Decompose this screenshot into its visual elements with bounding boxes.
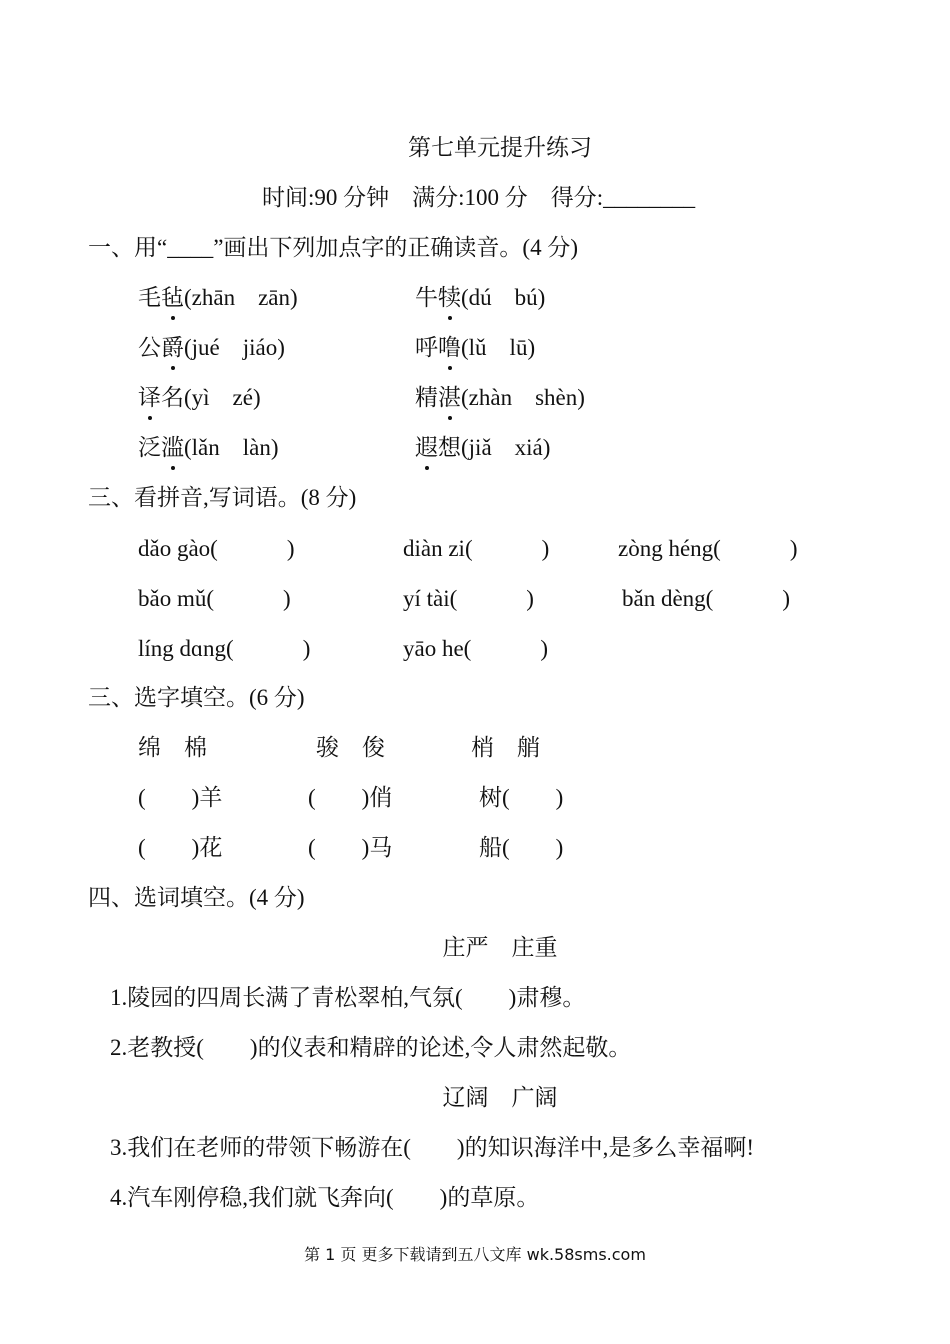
sentence-4: 4.汽车刚停稳,我们就飞奔向( )的草原。 <box>110 1185 540 1210</box>
char-choices: 骏 俊 <box>316 735 385 760</box>
pinyin-item: 遐想(jiǎ xiá) <box>415 433 550 463</box>
pinyin-item: 泛滥(lǎn làn) <box>138 433 279 463</box>
pinyin-word: dǎo gào( ) <box>138 536 295 561</box>
pinyin-item: 毛毡(zhān zān) <box>138 283 298 313</box>
char-choices: 绵 棉 <box>138 735 207 760</box>
pinyin-word: zòng héng( ) <box>618 536 798 561</box>
pinyin-item: 呼噜(lǔ lū) <box>415 333 535 363</box>
pinyin-word: líng dɑng( ) <box>138 636 311 661</box>
fill-blank: ( )花 <box>138 835 223 860</box>
pinyin-item: 牛犊(dú bú) <box>415 283 545 313</box>
section-2-heading: 三、看拼音,写词语。(8 分) <box>88 485 357 510</box>
fill-blank: ( )羊 <box>138 785 223 810</box>
fill-blank: 船( ) <box>479 835 564 860</box>
fill-blank: ( )马 <box>308 835 393 860</box>
pinyin-word: bǎn dèng( ) <box>622 586 790 611</box>
pinyin-word: diàn zi( ) <box>403 536 550 561</box>
section-3-heading: 三、选字填空。(6 分) <box>88 685 305 710</box>
word-choices: 庄严 庄重 <box>442 935 558 960</box>
sentence-1: 1.陵园的四周长满了青松翠柏,气氛( )肃穆。 <box>110 985 586 1010</box>
page-title: 第七单元提升练习 <box>408 135 592 160</box>
pinyin-item: 译名(yì zé) <box>138 383 261 413</box>
pinyin-word: bǎo mǔ( ) <box>138 586 291 611</box>
char-choices: 梢 艄 <box>471 735 540 760</box>
fill-blank: 树( ) <box>479 785 564 810</box>
pinyin-word: yāo he( ) <box>403 636 548 661</box>
pinyin-word: yí tài( ) <box>403 586 534 611</box>
pinyin-item: 公爵(jué jiáo) <box>138 333 285 363</box>
sentence-2: 2.老教授( )的仪表和精辟的论述,令人肃然起敬。 <box>110 1035 632 1060</box>
section-4-heading: 四、选词填空。(4 分) <box>88 885 305 910</box>
word-choices: 辽阔 广阔 <box>442 1085 558 1110</box>
page-footer: 第 1 页 更多下载请到五八文库 wk.58sms.com <box>304 1245 646 1264</box>
fill-blank: ( )俏 <box>308 785 393 810</box>
section-1-heading: 一、用“____”画出下列加点字的正确读音。(4 分) <box>88 235 578 260</box>
sentence-3: 3.我们在老师的带领下畅游在( )的知识海洋中,是多么幸福啊! <box>110 1135 754 1160</box>
exam-info: 时间:90 分钟 满分:100 分 得分:________ <box>262 185 696 210</box>
pinyin-item: 精湛(zhàn shèn) <box>415 383 585 413</box>
